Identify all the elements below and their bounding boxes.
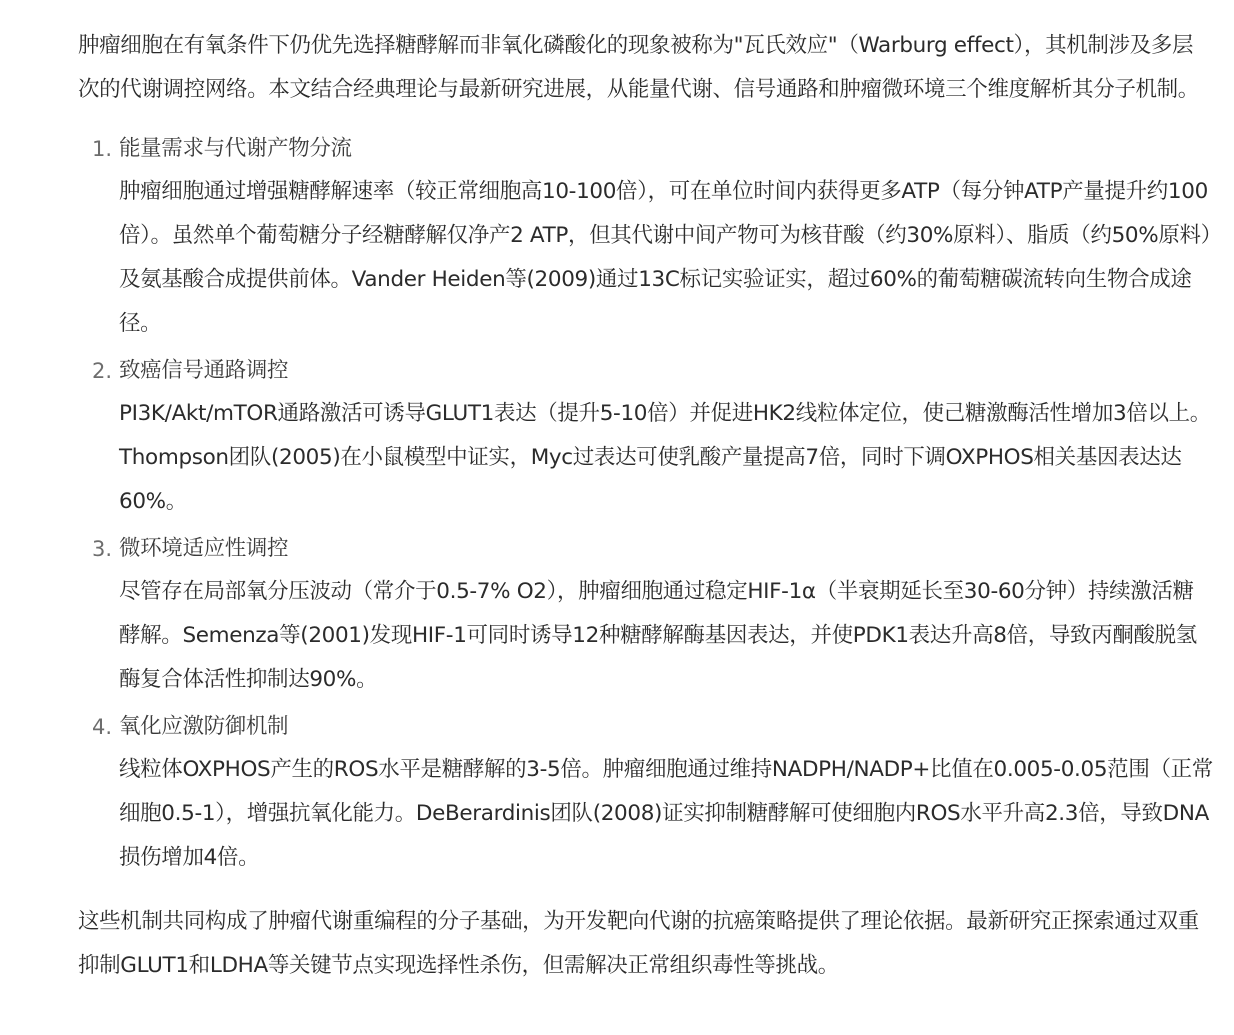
list-item-body: 尽管存在局部氧分压波动（常介于0.5-7% O2），肿瘤细胞通过稳定HIF-1α（半衰期延长至30-60分钟）持续激活糖酵解。Semenza等(2001)发现HIF-1可同时诱导12种糖酵解酶基因表达，并使PDK1表达升高8倍，导致丙酮酸脱氢酶复合体活性抑制达90%。 (119, 579, 1197, 692)
list-item-body: 线粒体OXPHOS产生的ROS水平是糖酵解的3-5倍。肿瘤细胞通过维持NADPH/NADP+比值在0.005-0.05范围（正常细胞0.5-1），增强抗氧化能力。DeBerardinis团队(2008)证实抑制糖酵解可使细胞内ROS水平升高2.3倍，导致DNA损伤增加4倍。 (119, 757, 1213, 870)
list-item (78, 528, 1213, 702)
list-item-body: PI3K/Akt/mTOR通路激活可诱导GLUT1表达（提升5-10倍）并促进HK2线粒体定位，使己糖激酶活性增加3倍以上。Thompson团队(2005)在小鼠模型中证实，Myc过表达可使乳酸产量提高7倍，同时下调OXPHOS相关基因表达达60%。 (119, 401, 1211, 514)
conclusion-paragraph: 这些机制共同构成了肿瘤代谢重编程的分子基础，为开发靶向代谢的抗癌策略提供了理论依据。最新研究正探索通过双重抑制GLUT1和LDHA等关键节点实现选择性杀伤，但需解决正常组织毒性等挑战。 (78, 909, 1199, 978)
intro-paragraph: 肿瘤细胞在有氧条件下仍优先选择糖酵解而非氧化磷酸化的现象被称为"瓦氏效应"（Warburg effect），其机制涉及多层次的代谢调控网络。本文结合经典理论与最新研究进展，从能量代谢、信号通路和肿瘤微环境三个维度解析其分子机制。 (78, 33, 1199, 102)
list-item (78, 706, 1213, 880)
list-item-title: 能量需求与代谢产物分流 (119, 136, 352, 161)
mechanism-list (78, 128, 1213, 880)
list-item-number: 2. (92, 359, 113, 383)
list-item-body: 肿瘤细胞通过增强糖酵解速率（较正常细胞高10-100倍），可在单位时间内获得更多ATP（每分钟ATP产量提升约100倍）。虽然单个葡萄糖分子经糖酵解仅净产2 ATP，但其代谢中间产物可为核苷酸（约30%原料）、脂质（约50%原料）及氨基酸合成提供前体。Vander Heiden等(2009)通过13C标记实验证实，超过60%的葡萄糖碳流转向生物合成途径。 (119, 179, 1212, 336)
list-item-title: 致癌信号通路调控 (119, 358, 289, 383)
list-item-title: 氧化应激防御机制 (119, 714, 289, 739)
list-item-number: 1. (92, 137, 113, 161)
list-item (78, 128, 1213, 346)
list-item-title: 微环境适应性调控 (119, 536, 289, 561)
list-item-number: 3. (92, 537, 113, 561)
list-item (78, 350, 1213, 524)
document-body (78, 24, 1213, 988)
list-item-number: 4. (92, 715, 113, 739)
